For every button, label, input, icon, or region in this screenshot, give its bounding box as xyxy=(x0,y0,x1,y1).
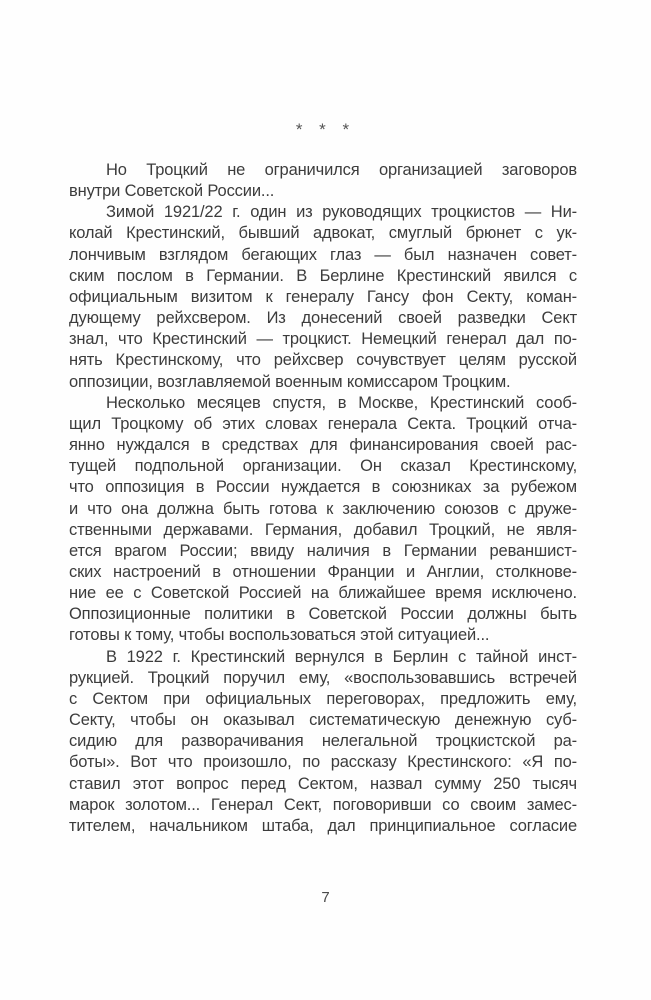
text-line: ским послом в Германии. В Берлине Крестинский явился с xyxy=(69,266,577,285)
text-line: официальным визитом к генералу Гансу фон Секту, коман- xyxy=(69,287,577,306)
text-line: колай Крестинский, бывший адвокат, смуглый брюнет с ук- xyxy=(69,224,577,243)
text-line: знал, что Крестинский — троцкист. Немецкий генерал дал по- xyxy=(69,330,577,349)
text-line: янно нуждался в средствах для финансирования своей рас- xyxy=(69,436,577,455)
paragraph xyxy=(69,202,577,392)
text-line: Секту, чтобы он оказывал систематическую денежную суб- xyxy=(69,711,577,730)
page-number: 7 xyxy=(321,889,330,906)
text-line: тителем, начальником штаба, дал принципиальное согласие xyxy=(69,816,577,835)
text-line: с Сектом при официальных переговорах, предложить ему, xyxy=(69,689,577,708)
text-line: ских настроений в отношении Франции и Англии, столкнове- xyxy=(69,562,577,581)
text-line: сидию для разворачивания нелегальной троцкистской ра- xyxy=(69,732,577,751)
text-line: ставил этот вопрос перед Сектом, назвал сумму 250 тысяч xyxy=(69,774,577,793)
text-line: что оппозиция в России нуждается в союзниках за рубежом xyxy=(69,478,577,497)
paragraph xyxy=(69,160,577,202)
text-line: нять Крестинскому, что рейхсвер сочувствует целям русской xyxy=(69,351,577,370)
text-line: боты». Вот что произошло, по рассказу Крестинского: «Я по- xyxy=(69,753,577,772)
text-line: ние ее с Советской Россией на ближайшее время исключено. xyxy=(69,584,577,603)
text-line: готовы к тому, чтобы воспользоваться этой ситуацией... xyxy=(69,626,490,645)
text-line: рукцией. Троцкий поручил ему, «воспользовавшись встречей xyxy=(69,668,577,687)
text-line: Зимой 1921/22 г. один из руководящих троцкистов — Ни- xyxy=(106,203,577,222)
body-text xyxy=(69,160,577,837)
paragraph xyxy=(69,393,577,647)
text-line: щил Троцкому об этих словах генерала Секта. Троцкий отча- xyxy=(69,414,577,433)
text-line: тущей подпольной организации. Он сказал Крестинскому, xyxy=(69,457,577,476)
text-line: марок золотом... Генерал Сект, поговоривши со своим замес- xyxy=(69,795,577,814)
text-line: внутри Советской России... xyxy=(69,182,275,201)
text-line: и что она должна быть готова к заключению союзов с друже- xyxy=(69,499,577,518)
text-line: оппозиции, возглавляемой военным комиссаром Троцким. xyxy=(69,372,511,391)
text-line: лончивым взглядом бегающих глаз — был назначен совет- xyxy=(69,245,577,264)
text-line: ственными державами. Германия, добавил Троцкий, не явля- xyxy=(69,520,577,539)
text-line: Оппозиционные политики в Советской России должны быть xyxy=(69,605,577,624)
text-line: дующему рейхсвером. Из донесений своей разведки Сект xyxy=(69,309,577,328)
text-line: В 1922 г. Крестинский вернулся в Берлин с тайной инст- xyxy=(106,647,577,666)
text-line: Но Троцкий не ограничился организацией заговоров xyxy=(106,161,577,179)
section-divider: * * * xyxy=(295,120,356,139)
text-line: Несколько месяцев спустя, в Москве, Крестинский сооб- xyxy=(106,393,577,412)
paragraph xyxy=(69,647,577,837)
text-line: ется врагом России; ввиду наличия в Германии реваншист- xyxy=(69,541,577,560)
